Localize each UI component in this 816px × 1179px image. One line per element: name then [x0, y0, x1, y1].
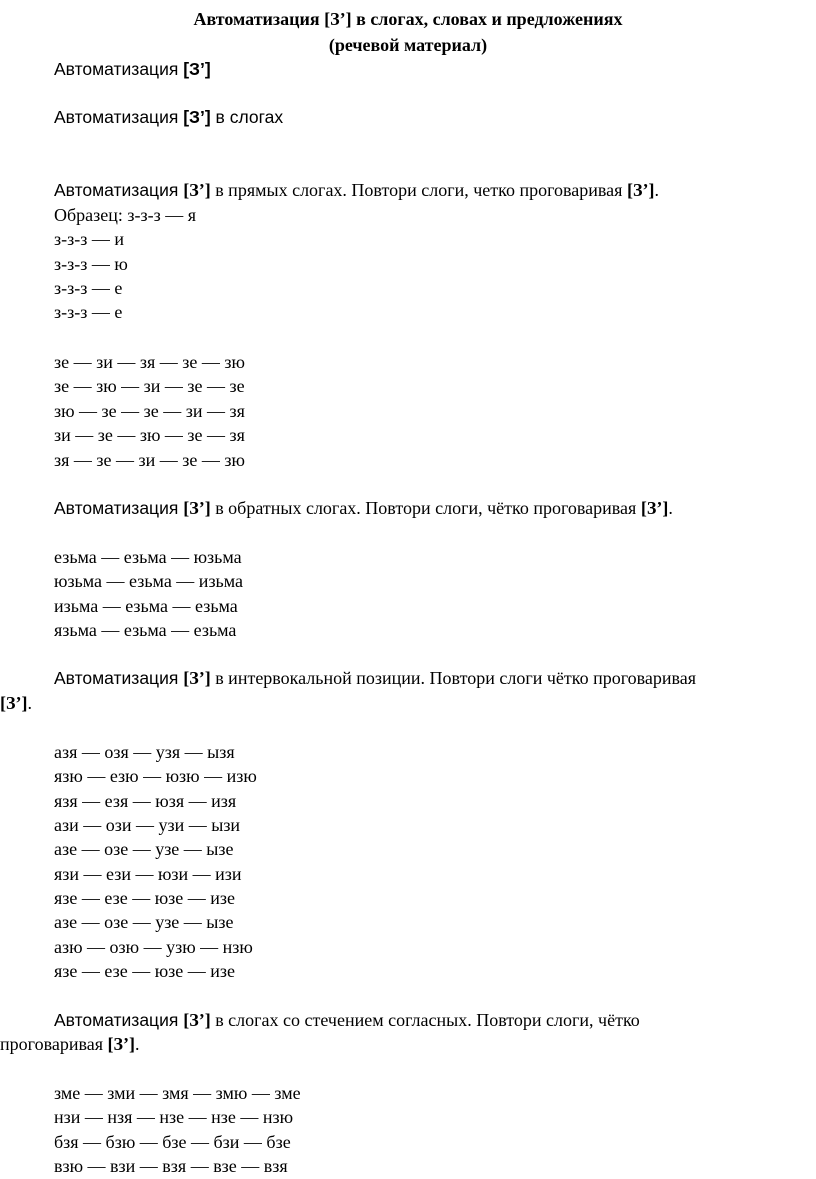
list-item: азе — озе — узе — ызе	[54, 839, 234, 859]
list-item: азя — озя — узя — ызя	[54, 742, 235, 762]
document-title: Автоматизация [З’] в слогах, словах и предложениях	[193, 9, 623, 29]
list-item: язи — ези — юзи — изи	[54, 864, 242, 884]
list-item: зе — зи — зя — зе — зю	[54, 352, 245, 372]
list-item: бзя — бзю — бзе — бзи — бзе	[54, 1132, 291, 1152]
heading-syllables: Автоматизация [З’] в слогах	[54, 107, 284, 127]
list-item: зю — зе — зе — зи — зя	[54, 401, 245, 421]
document-subtitle: (речевой материал)	[328, 35, 488, 55]
list-item: язе — езе — юзе — изе	[54, 961, 235, 981]
reverse-syllables-instruction: Автоматизация [З’] в обратных слогах. Повтори слоги, чётко проговаривая [З’].	[54, 498, 673, 518]
intervocal-instruction: Автоматизация [З’] в интервокальной позиции. Повтори слоги чётко проговаривая	[54, 668, 697, 688]
list-item: взю — взи — взя — взе — взя	[54, 1156, 288, 1176]
clusters-instruction: Автоматизация [З’] в слогах со стечением согласных. Повтори слоги, чётко	[54, 1010, 640, 1030]
list-item: язя — езя — юзя — изя	[54, 791, 237, 811]
list-item: зме — зми — змя — змю — зме	[54, 1083, 301, 1103]
list-item: язьма — езьма — езьма	[54, 620, 237, 640]
list-item: зя — зе — зи — зе — зю	[54, 450, 245, 470]
list-item: язю — езю — юзю — изю	[54, 766, 257, 786]
list-item: з-з-з — ю	[54, 254, 128, 274]
list-item: азе — озе — узе — ызе	[54, 912, 234, 932]
list-item: зе — зю — зи — зе — зе	[54, 376, 245, 396]
list-item: изьма — езьма — езьма	[54, 596, 238, 616]
direct-syllables-instruction: Автоматизация [З’] в прямых слогах. Повтори слоги, четко проговаривая [З’].	[54, 180, 659, 200]
list-item: з-з-з — и	[54, 229, 124, 249]
direct-sample: Образец: з-з-з — я	[54, 205, 196, 225]
intervocal-instruction-end: [З’].	[0, 693, 32, 713]
list-item: з-з-з — е	[54, 278, 123, 298]
clusters-instruction-end: проговаривая [З’].	[0, 1034, 140, 1054]
list-item: ази — ози — узи — ызи	[54, 815, 241, 835]
list-item: зи — зе — зю — зе — зя	[54, 425, 245, 445]
heading-automation: Автоматизация [З’]	[54, 59, 211, 79]
list-item: езьма — езьма — юзьма	[54, 547, 242, 567]
list-item: з-з-з — е	[54, 302, 123, 322]
list-item: юзьма — езьма — изьма	[54, 571, 244, 591]
list-item: нзи — нзя — нзе — нзе — нзю	[54, 1107, 294, 1127]
list-item: азю — озю — узю — нзю	[54, 937, 253, 957]
list-item: язе — езе — юзе — изе	[54, 888, 235, 908]
